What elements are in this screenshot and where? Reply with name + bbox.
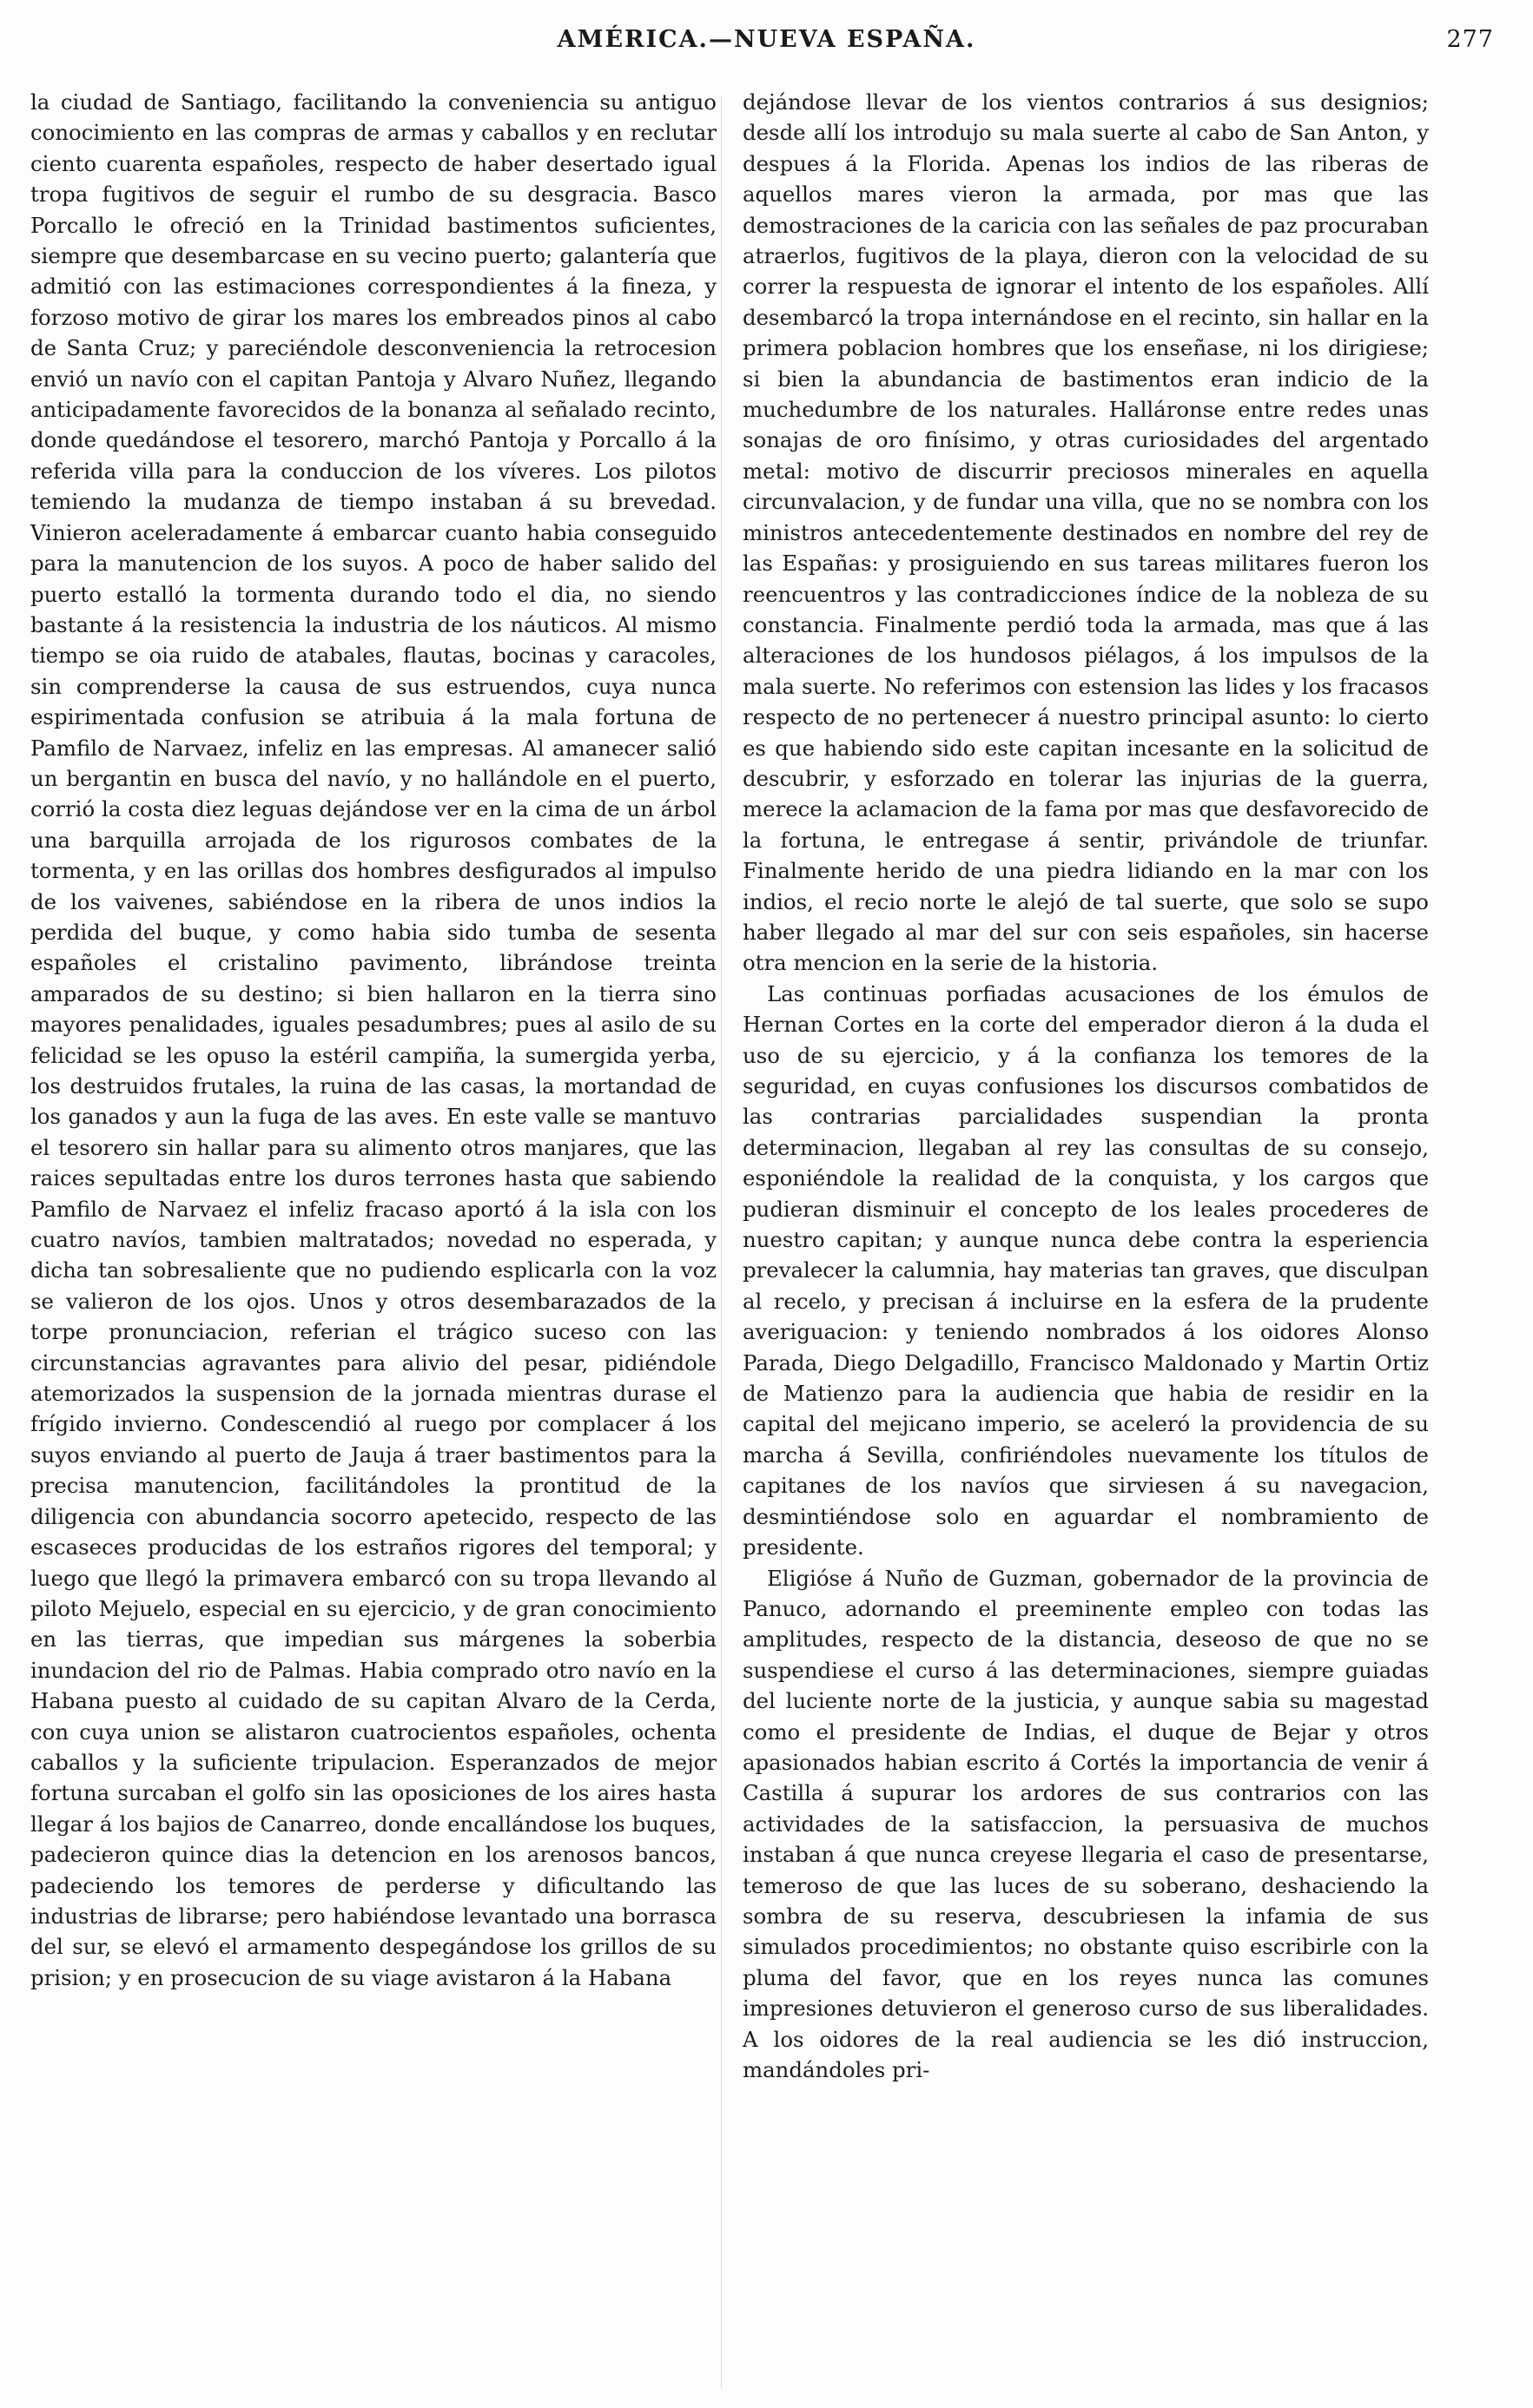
page-number: 277	[1446, 26, 1494, 53]
paragraph: Eligióse á Nuño de Guzman, gobernador de la provincia de Panuco, adornando el preeminente empleo con todas las amplitudes, respecto de la distancia, deseoso de que no se suspendiese el curso á las determinaciones, siempre guiadas del luciente norte de la justicia, y aunque sabia su magestad como el presidente de Indias, el duque de Bejar y otros apasionados habian escrito á Cortés la importancia de venir á Castilla á supurar los ardores de sus contrarios con las actividades de la satisfaccion, la persuasiva de muchos instaban á que nunca creyese llegaria el caso de presentarse, temeroso de que las luces de su soberano, deshaciendo la sombra de su reserva, descubriesen la infamia de sus simulados procedimientos; no obstante quiso escribirle con la pluma del favor, que en los reyes nunca las comunes impresiones detuvieron el generoso curso de sus liberalidades. A los oidores de la real audiencia se les dió instruccion, mandándoles pri-	[743, 1565, 1429, 2082]
paragraph: dejándose llevar de los vientos contrarios á sus designios; desde allí los introdujo su mala suerte al cabo de San Anton, y despues á la Florida. Apenas los indios de las riberas de aquellos mares vieron la armada, por mas que las demostraciones de la caricia con las señales de paz procuraban atraerlos, fugitivos de la playa, dieron con la velocidad de su correr la respuesta de ignorar el intento de los españoles. Allí desembarcó la tropa internándose en el recinto, sin hallar en la primera poblacion hombres que los enseñase, ni los dirigiese; si bien la abundancia de bastimentos eran indicio de la muchedumbre de los naturales. Halláronse entre redes unas sonajas de oro finísimo, y otras curiosidades del argentado metal: motivo de discurrir preciosos minerales en aquella circunvalacion, y de fundar una villa, que no se nombra con los ministros antecedentemente destinados en nombre del rey de las Españas: y prosiguiendo en sus tareas militares fueron los reencuentros y las contradicciones índice de la nobleza de su constancia. Finalmente perdió toda la armada, mas que á las alteraciones de los hundosos piélagos, á los impulsos de la mala suerte. No referimos con estension las lides y los fracasos respecto de no pertenecer á nuestro principal asunto: lo cierto es que habiendo sido este capitan incesante en la solicitud de descubrir, y esforzado en tolerar las injurias de la guerra, merece la aclamacion de la fama por mas que desfavorecido de la fortuna, le entregase á sentir, privándole de triunfar. Finalmente herido de una piedra lidiando en la mar con los indios, el recio norte le alejó de tal suerte, que solo se supo haber llegado al mar del sur con seis españoles, sin hacerse otra mencion en la serie de la historia.	[743, 89, 1429, 976]
left-column	[30, 87, 717, 1993]
paragraph: la ciudad de Santiago, facilitando la conveniencia su antiguo conocimiento en las compras de armas y caballos y en reclutar ciento cuarenta españoles, respecto de haber desertado igual tropa fugitivos de seguir el rumbo de su desgracia. Basco Porcallo le ofreció en la Trinidad bastimentos suficientes, siempre que desembarcase en su vecino puerto; galantería que admitió con las estimaciones correspondientes á la fineza, y forzoso motivo de girar los mares los embreados pinos al cabo de Santa Cruz; y pareciéndole desconveniencia la retrocesion envió un navío con el capitan Pantoja y Alvaro Nuñez, llegando anticipadamente favorecidos de la bonanza al señalado recinto, donde quedándose el tesorero, marchó Pantoja y Porcallo á la referida villa para la conduccion de los víveres. Los pilotos temiendo la mudanza de tiempo instaban á su brevedad. Vinieron aceleradamente á embarcar cuanto habia conseguido para la manutencion de los suyos. A poco de haber salido del puerto estalló la tormenta durando todo el dia, no siendo bastante á la resistencia la industria de los náuticos. Al mismo tiempo se oia ruido de atabales, flautas, bocinas y caracoles, sin comprenderse la causa de sus estruendos, cuya nunca espirimentada confusion se atribuia á la mala fortuna de Pamfilo de Narvaez, infeliz en las empresas. Al amanecer salió un bergantin en busca del navío, y no hallándole en el puerto, corrió la costa diez leguas dejándose ver en la cima de un árbol una barquilla arrojada de los rigurosos combates de la tormenta, y en las orillas dos hombres desfigurados al impulso de los vaivenes, sabiéndose en la ribera de unos indios la perdida del buque, y como habia sido tumba de sesenta españoles el cristalino pavimento, librándose treinta amparados de su destino; si bien hallaron en la tierra sino mayores penalidades, iguales pesadumbres; pues al asilo de su felicidad se les opuso la estéril campiña, la sumergida yerba, los destruidos frutales, la ruina de las casas, la mortandad de los ganados y aun la fuga de las aves. En este valle se mantuvo el tesorero sin hallar para su alimento otros manjares, que las raices sepultadas entre los duros terrones hasta que sabiendo Pamfilo de Narvaez el infeliz fracaso aportó á la isla con los cuatro navíos, tambien maltratados; novedad no esperada, y dicha tan sobresaliente que no pudiendo esplicarla con la voz se valieron de los ojos. Unos y otros desembarazados de la torpe pronunciacion, referian el trágico suceso con las circunstancias agravantes para alivio del pesar, pidiéndole atemorizados la suspension de la jornada mientras durase el frígido invierno. Condescendió al ruego por complacer á los suyos enviando al puerto de Jauja á traer bastimentos para la precisa manutencion, facilitándoles la prontitud de la diligencia con abundancia socorro apetecido, respecto de las escaseces producidas de los estraños rigores del temporal; y luego que llegó la primavera embarcó con su tropa llevando al piloto Mejuelo, especial en su ejercicio, y de gran conocimiento en las tierras, que impedian sus márgenes la soberbia inundacion del rio de Palmas. Habia comprado otro navío en la Habana puesto al cuidado de su capitan Alvaro de la Cerda, con cuya union se alistaron cuatrocientos españoles, ochenta caballos y la suficiente tripulacion. Esperanzados de mejor fortuna surcaban el golfo sin las oposiciones de los aires hasta llegar á los bajios de Canarreo, donde encallándose los buques, padecieron quince dias la detencion en los arenosos bancos, padeciendo los temores de perderse y dificultando las industrias de librarse; pero habiéndose levantado una borrasca del sur, se elevó el armamento despegándose los grillos de su prision; y en prosecucion de su viage avistaron á la Habana	[30, 89, 717, 1990]
running-title: AMÉRICA.—NUEVA ESPAÑA.	[557, 26, 976, 53]
paragraph: Las continuas porfiadas acusaciones de los émulos de Hernan Cortes en la corte del emperador dieron á la duda el uso de su ejercicio, y á la confianza los temores de la seguridad, en cuyas confusiones los discursos combatidos de las contrarias parcialidades suspendian la pronta determinacion, llegaban al rey las consultas de su consejo, esponiéndole la realidad de la conquista, y los cargos que pudieran disminuir el concepto de los leales procederes de nuestro capitan; y aunque nunca debe contra la esperiencia prevalecer la calumnia, hay materias tan graves, que disculpan al recelo, y precisan á incluirse en la esfera de la prudente averiguacion: y teniendo nombrados á los oidores Alonso Parada, Diego Delgadillo, Francisco Maldonado y Martin Ortiz de Matienzo para la audiencia que habia de residir en la capital del mejicano imperio, se aceleró la providencia de su marcha á Sevilla, confiriéndoles nuevamente los títulos de capitanes de los navíos que sirviesen á su navegacion, desmintiéndose solo en aguardar el nombramiento de presidente.	[743, 980, 1429, 1560]
column-divider	[721, 96, 722, 2388]
right-column	[743, 87, 1429, 2085]
